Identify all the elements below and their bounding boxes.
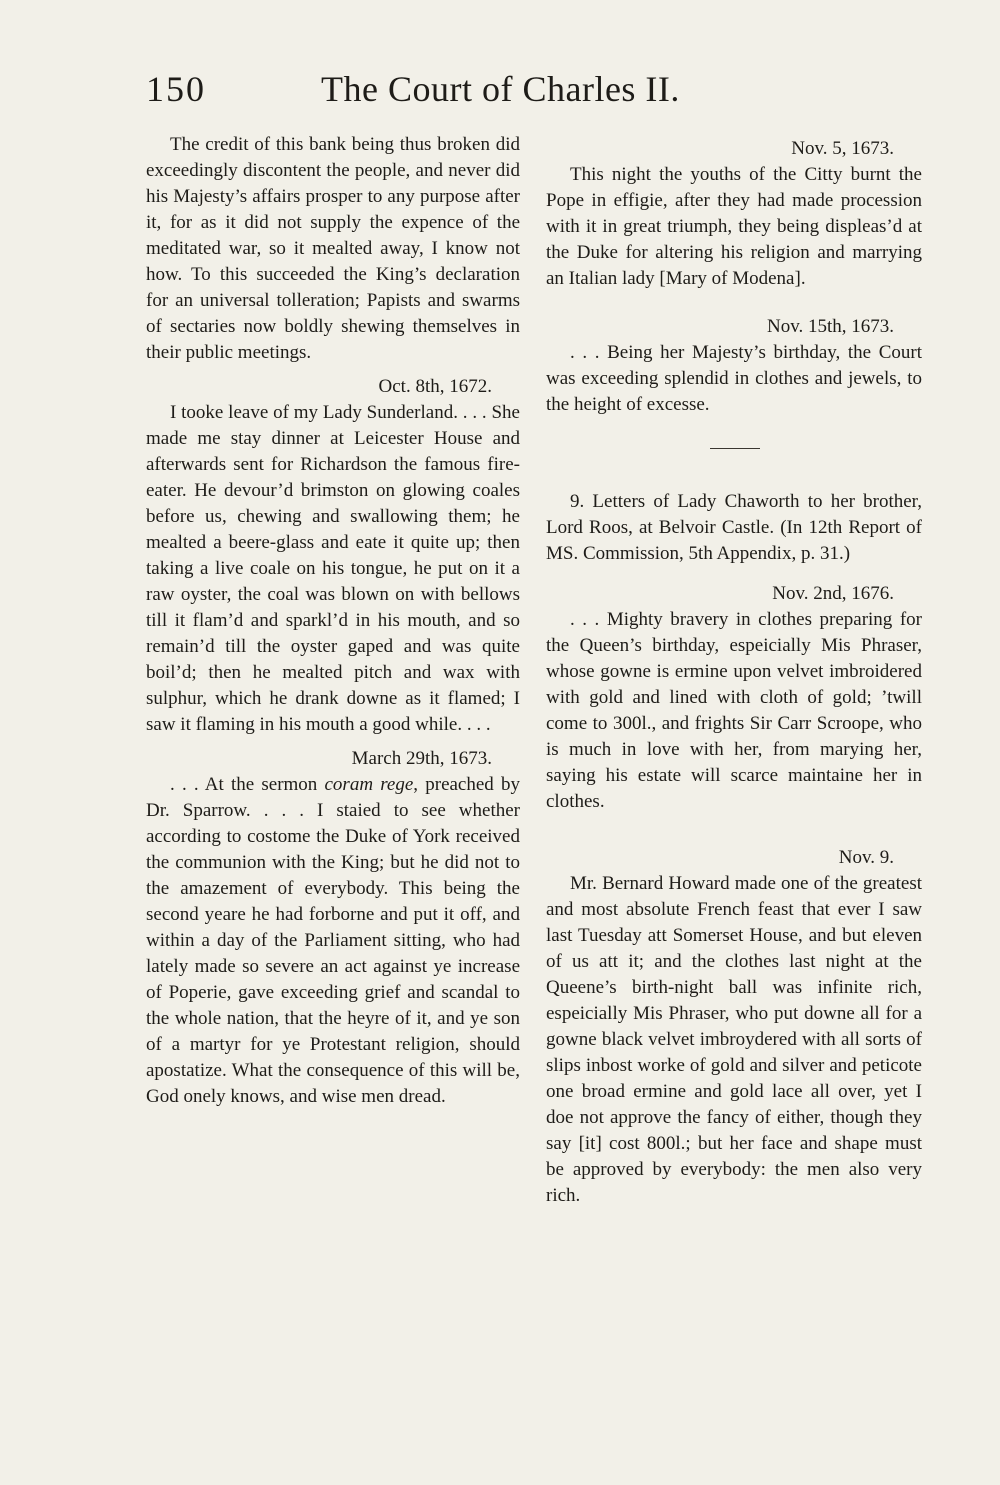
sermon-rest-text: , preached by Dr. Sparrow. . . . I staied to see whether according to costome the Duke of York received the communion with the King; but he did not to the amazement of everybody. This being the second yeare he had forborne and put it off, and within a day of the Parliament sitting, who had lately made so severe an act against ye increase of Poperie, gave exceeding grief and scandal to the whole nation, that the heyre of it, and ye son of a martyr for ye Protestant religion, should apostatize. What the consequence of this will be, God onely knows, and wise men dread. (146, 774, 520, 1107)
entry-date-nov9: Nov. 9. (838, 847, 894, 868)
entry-date-nov5-1673: Nov. 5, 1673. (791, 138, 894, 159)
paragraph-majesty-birthday: . . . Being her Majesty’s birthday, the Court was exceeding splendid in clothes and jewels, to the height of excesse. (546, 342, 922, 415)
left-column (146, 132, 520, 1110)
paragraph-queens-birthday-clothes: . . . Mighty bravery in clothes preparing for the Queen’s birthday, espeicially Mis Phraser, whose gowne is ermine upon velvet imbroidered with gold and lined with cloth of gold; ’twill come to 300l., and frights Sir Carr Scroope, who is much in love with her, from marying her, saying his estate will scarce maintaine her in clothes. (546, 609, 922, 812)
paragraph-french-feast: Mr. Bernard Howard made one of the greatest and most absolute French feast that ever I saw last Tuesday att Somerset House, and but eleven of us att it; and the clothes last night at the Queene’s birth-night ball was infinite rich, espeicially Mis Phraser, who put downe all for a gowne black velvet imbroydered with all sorts of slips inbost worke of gold and silver and peticote one broad ermine and gold lace all over, yet I doe not approve the fancy of either, though they say [it] cost 800l.; but her face and shape must be approved by everybody: the men also very rich. (546, 873, 922, 1206)
paragraph-bank-credit: The credit of this bank being thus broken did exceedingly discontent the people, and never did his Majesty’s affairs prosper to any purpose after it, for as it did not supply the expence of the meditated war, so it mealted away, I know not how. To this succeeded the King’s declaration for an universal tolleration; Papists and swarms of sectaries now boldly shewing themselves in their public meetings. (146, 134, 520, 363)
paragraph-pope-effigy: This night the youths of the Citty burnt the Pope in effigie, after they had made procession with it in great triumph, they being displeas’d at the Duke for altering his religion and marrying an Italian lady [Mary of Modena]. (546, 164, 922, 289)
paragraph-sermon (146, 772, 520, 1110)
section-heading-chaworth-letters: 9. Letters of Lady Chaworth to her brother, Lord Roos, at Belvoir Castle. (In 12th Report of MS. Commission, 5th Appendix, p. 31.) (546, 491, 922, 564)
entry-date-march-1673: March 29th, 1673. (351, 748, 492, 769)
page-number: 150 (146, 69, 206, 109)
sermon-lead-text: . . . At the sermon (170, 774, 325, 795)
entry-date-oct-1672: Oct. 8th, 1672. (378, 376, 492, 397)
page-header (146, 62, 766, 118)
section-divider-rule (710, 448, 760, 449)
paragraph-fire-eater: I tooke leave of my Lady Sunderland. . . . She made me stay dinner at Leicester House and afterwards sent for Richardson the famous fire-eater. He devour’d brimston on glowing coales before us, chewing and swallowing them; he mealted a beere-glass and eate it quite up; then taking a live coale on his tongue, he put on it a raw oyster, the coal was blown on with bellows till it flam’d and sparkl’d in his mouth, and so remain’d till the oyster gaped and was quite boil’d; then he mealted pitch and wax with sulphur, which he drank downe as it flamed; I saw it flaming in his mouth a good while. . . . (146, 402, 520, 735)
running-title: The Court of Charles II. (321, 69, 680, 109)
entry-date-nov2-1676: Nov. 2nd, 1676. (772, 583, 894, 604)
sermon-italic-phrase: coram rege (324, 774, 414, 795)
right-column (546, 132, 922, 1209)
entry-date-nov15-1673: Nov. 15th, 1673. (766, 316, 894, 337)
